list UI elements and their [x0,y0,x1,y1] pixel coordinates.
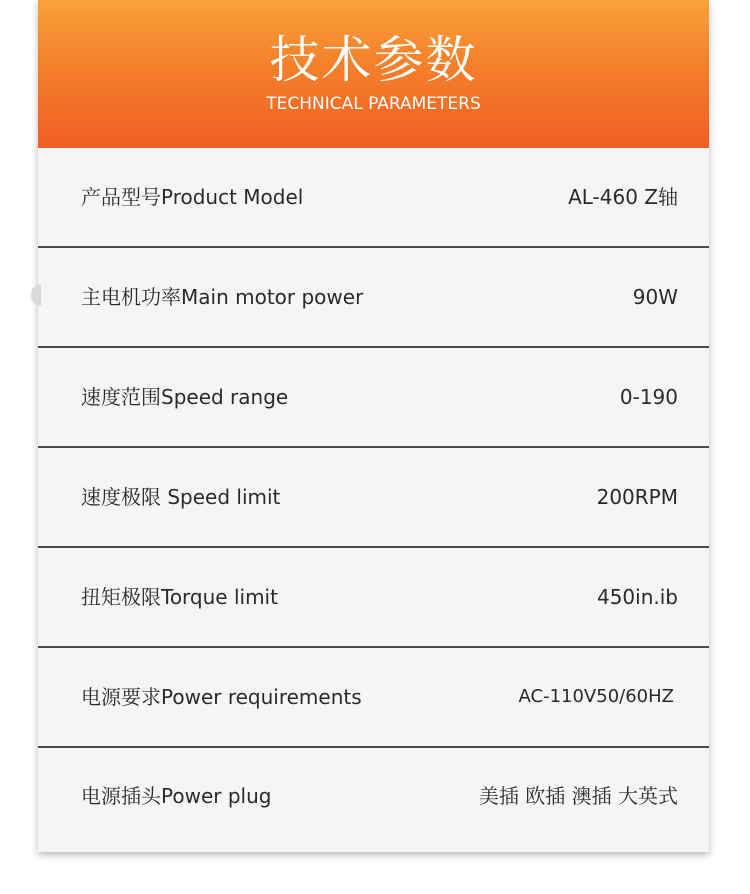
spec-label: 电源插头Power plug [81,784,272,808]
spec-value: 90W [632,285,678,309]
header-subtitle: TECHNICAL PARAMETERS [266,94,481,114]
spec-value: 450in.ib [596,585,678,609]
spec-value: 0-190 [619,385,678,409]
header-title: 技术参数 [269,31,478,89]
spec-table [38,148,709,854]
spec-value: 200RPM [596,485,678,509]
spec-row-torque-limit [38,548,709,648]
spec-row-power-plug [38,748,709,854]
spec-label: 主电机功率Main motor power [81,285,364,309]
spec-value: AC-110V50/60HZ [518,686,674,707]
spec-row-main-motor-power [38,248,709,348]
spec-row-speed-range [38,348,709,448]
spec-label: 电源要求Power requirements [81,685,362,709]
spec-value: 美插 欧插 澳插 大英式 [478,784,678,808]
spec-label: 速度极限 Speed limit [81,485,281,509]
spec-row-speed-limit [38,448,709,548]
spec-label: 速度范围Speed range [81,385,289,409]
spec-row-product-model [38,148,709,248]
spec-header [38,0,709,148]
spec-value: AL-460 Z轴 [568,185,678,209]
spec-row-power-requirements [38,648,709,748]
spec-label: 扭矩极限Torque limit [81,585,278,609]
spec-label: 产品型号Product Model [81,185,304,209]
